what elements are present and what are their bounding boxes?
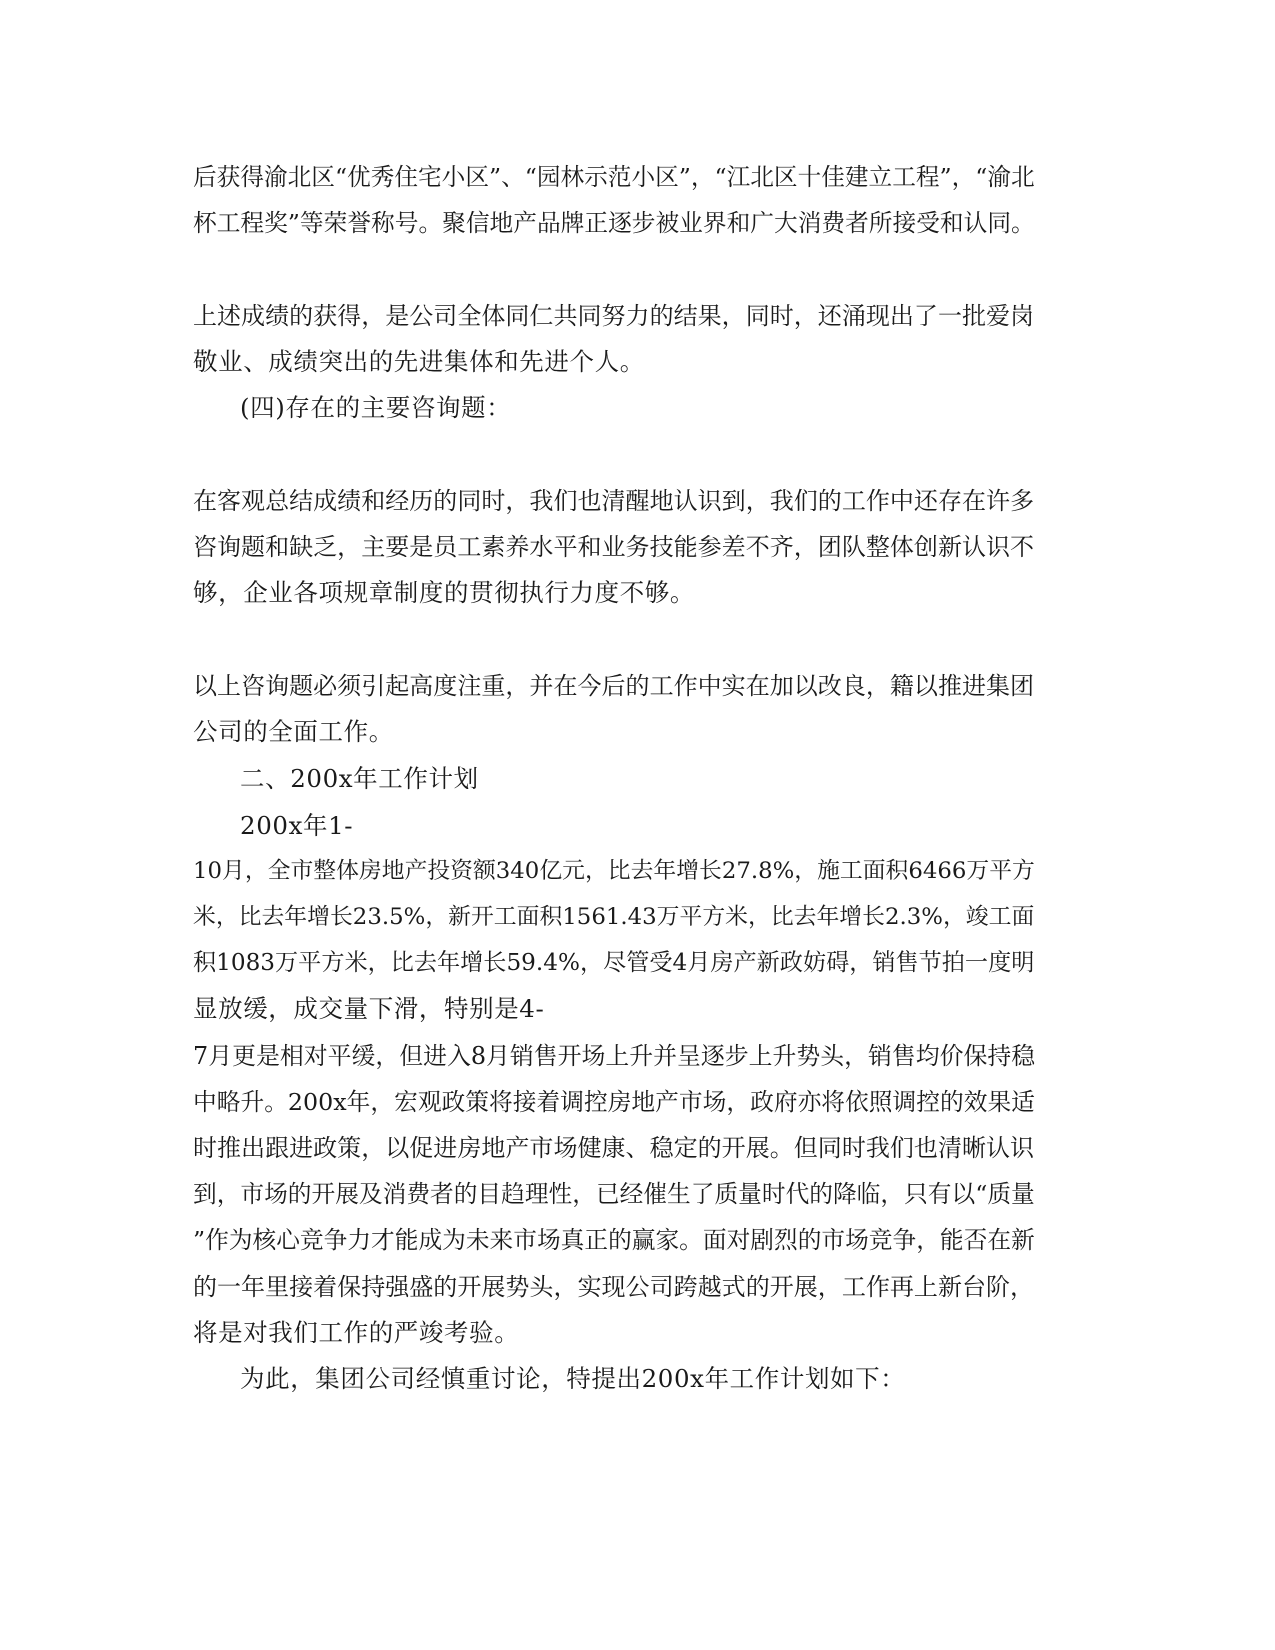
paragraph-line: 显放缓，成交量下滑，特别是4-: [193, 994, 545, 1023]
paragraph-line: 够，企业各项规章制度的贯彻执行力度不够。: [193, 578, 695, 607]
paragraph-line: 积1083万平方米，比去年增长59.4%，尽管受4月房产新政妨碍，销售节拍一度明: [193, 950, 1035, 976]
paragraph-line: 将是对我们工作的严竣考验。: [193, 1318, 520, 1347]
section-heading: 二、200x年工作计划: [240, 764, 479, 793]
paragraph-line: 敬业、成绩突出的先进集体和先进个人。: [193, 347, 645, 376]
paragraph-line: ”作为核心竞争力才能成为未来市场真正的赢家。面对剧烈的市场竞争，能否在新: [193, 1226, 1035, 1254]
paragraph-line: 在客观总结成绩和经历的同时，我们也清醒地认识到，我们的工作中还存在许多: [193, 487, 1035, 515]
paragraph-line: 后获得渝北区“优秀住宅小区”、“园林示范小区”，“江北区十佳建立工程”，“渝北: [193, 163, 1035, 191]
paragraph-line: 米，比去年增长23.5%，新开工面积1561.43万平方米，比去年增长2.3%，竣工面: [193, 904, 1035, 930]
paragraph-line: 杯工程奖”等荣誉称号。聚信地产品牌正逐步被业界和广大消费者所接受和认同。: [193, 209, 1035, 237]
paragraph-line: 中略升。200x年，宏观政策将接着调控房地产市场，政府亦将依照调控的效果适: [193, 1088, 1035, 1116]
section-heading: (四)存在的主要咨询题：: [240, 393, 512, 422]
paragraph-line: 到，市场的开展及消费者的目趋理性，已经催生了质量时代的降临，只有以“质量: [193, 1180, 1035, 1208]
paragraph-line: 为此，集团公司经慎重讨论，特提出200x年工作计划如下：: [240, 1364, 906, 1393]
paragraph-line: 上述成绩的获得，是公司全体同仁共同努力的结果，同时，还涌现出了一批爱岗: [193, 302, 1035, 330]
paragraph-line: 200x年1-: [240, 811, 354, 840]
paragraph-line: 时推出跟进政策，以促进房地产市场健康、稳定的开展。但同时我们也清晰认识: [193, 1134, 1035, 1162]
paragraph-line: 10月，全市整体房地产投资额340亿元，比去年增长27.8%，施工面积6466万平方: [193, 858, 1035, 884]
paragraph-line: 以上咨询题必须引起高度注重，并在今后的工作中实在加以改良，籍以推进集团: [193, 672, 1035, 700]
paragraph-line: 7月更是相对平缓，但进入8月销售开场上升并呈逐步上升势头，销售均价保持稳: [193, 1042, 1036, 1070]
paragraph-line: 咨询题和缺乏，主要是员工素养水平和业务技能参差不齐，团队整体创新认识不: [193, 533, 1035, 561]
paragraph-line: 公司的全面工作。: [193, 717, 394, 746]
paragraph-line: 的一年里接着保持强盛的开展势头，实现公司跨越式的开展，工作再上新台阶，: [193, 1273, 1035, 1301]
